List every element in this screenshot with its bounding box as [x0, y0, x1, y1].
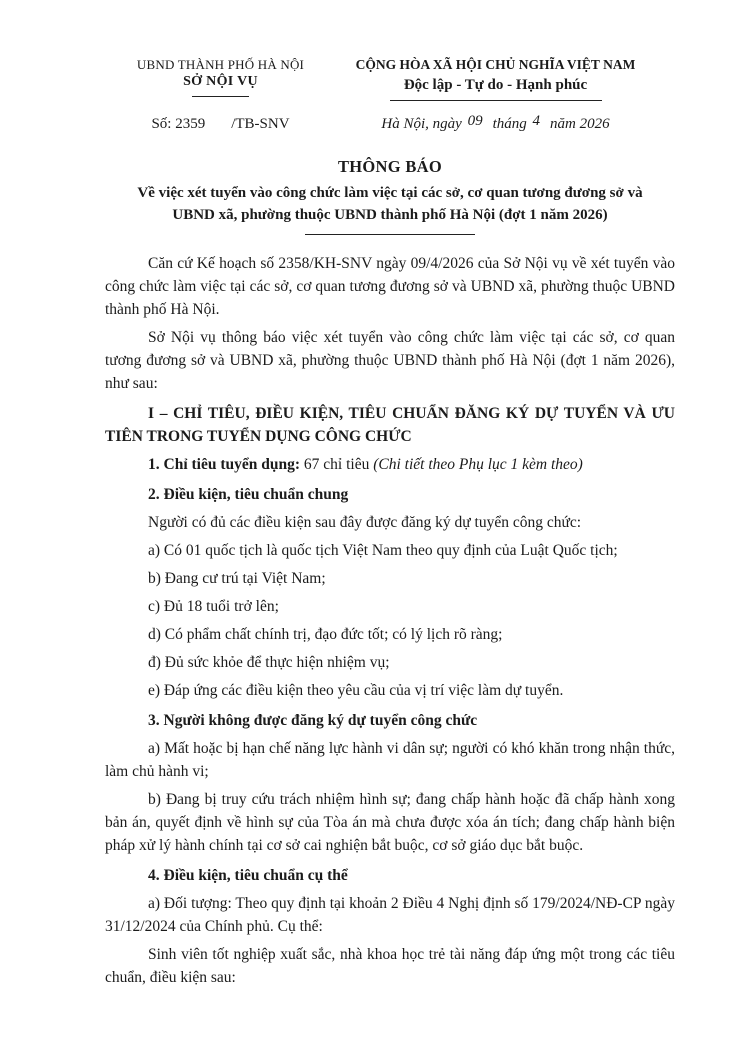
document-number: [105, 116, 336, 133]
para-thong-bao: [105, 326, 675, 395]
text-run: e) Đáp ứng các điều kiện theo yêu cầu của vị trí việc làm dự tuyển.: [148, 682, 564, 699]
item-dd: [105, 651, 675, 674]
text-run: b) Đang cư trú tại Việt Nam;: [148, 570, 326, 587]
document-subtitle-line2: UBND xã, phường thuộc UBND thành phố Hà Nội (đợt 1 năm 2026): [172, 207, 608, 223]
item-c: [105, 595, 675, 618]
document-subtitle-line1: Về việc xét tuyển vào công chức làm việc tại các sở, cơ quan tương đương sở và: [137, 185, 643, 201]
text-run: đ) Đủ sức khỏe để thực hiện nhiệm vụ;: [148, 654, 390, 671]
item-b: [105, 567, 675, 590]
date-place: Hà Nội, ngày: [381, 116, 462, 132]
text-run: I – CHỈ TIÊU, ĐIỀU KIỆN, TIÊU CHUẨN ĐĂNG KÝ DỰ TUYỂN VÀ ƯU TIÊN TRONG TUYỂN DỤNG CÔNG CHỨC: [105, 405, 675, 445]
text-run: Căn cứ Kế hoạch số 2358/KH-SNV ngày 09/4/2026 của Sở Nội vụ về xét tuyển vào công chức làm việc tại các sở, cơ quan tương đương sở và UBND xã, phường thuộc UBND thành phố Hà Nội.: [105, 255, 675, 318]
text-run: a) Có 01 quốc tịch là quốc tịch Việt Nam theo quy định của Luật Quốc tịch;: [148, 542, 618, 559]
heading-khong-duoc-dang-ky: [105, 709, 675, 732]
text-run: c) Đủ 18 tuổi trở lên;: [148, 598, 279, 615]
item-chi-tieu-tuyen-dung: [105, 453, 675, 476]
title-underline: [305, 234, 475, 235]
text-run: Sinh viên tốt nghiệp xuất sắc, nhà khoa học trẻ tài năng đáp ứng một trong các tiêu chuẩn, điều kiện sau:: [105, 946, 675, 986]
document-header: [0, 56, 740, 101]
heading-dieu-kien-chung: [105, 483, 675, 506]
text-run: 1. Chỉ tiêu tuyển dụng:: [148, 456, 304, 473]
date-year-label: năm: [550, 116, 576, 132]
document-title-block: [0, 157, 740, 235]
item-e: [105, 679, 675, 702]
document-subheader: [0, 113, 740, 133]
document-number-value: Số: 2359: [151, 116, 206, 132]
date-year: 2026: [579, 116, 610, 132]
text-run: d) Có phẩm chất chính trị, đạo đức tốt; có lý lịch rõ ràng;: [148, 626, 503, 643]
para-3b: [105, 788, 675, 857]
issuing-org-block: [105, 56, 336, 101]
para-dieu-kien-intro: [105, 511, 675, 534]
national-title: CỘNG HÒA XÃ HỘI CHỦ NGHĨA VIỆT NAM: [355, 57, 636, 72]
org-name: SỞ NỘI VỤ: [183, 74, 258, 89]
text-run: 3. Người không được đăng ký dự tuyển công chức: [148, 712, 478, 729]
item-d: [105, 623, 675, 646]
para-doi-tuong: [105, 892, 675, 938]
text-run: 2. Điều kiện, tiêu chuẩn chung: [148, 486, 349, 503]
text-run: Sở Nội vụ thông báo việc xét tuyển vào công chức làm việc tại các sở, cơ quan tương đương sở và UBND xã, phường thuộc UBND thành phố Hà Nội (đợt 1 năm 2026), như sau:: [105, 329, 675, 392]
text-run: a) Đối tượng: Theo quy định tại khoản 2 Điều 4 Nghị định số 179/2024/NĐ-CP ngày 31/12/2024 của Chính phủ. Cụ thể:: [105, 895, 675, 935]
item-a: [105, 539, 675, 562]
text-run: (Chi tiết theo Phụ lục 1 kèm theo): [373, 456, 583, 473]
date-day: 09: [467, 113, 483, 129]
para-sinh-vien: [105, 943, 675, 989]
document-subtitle: [105, 182, 675, 226]
document-body: [0, 252, 740, 989]
text-run: b) Đang bị truy cứu trách nhiệm hình sự; đang chấp hành hoặc đã chấp hành xong bản án, quyết định về hình sự của Tòa án mà chưa được xóa án tích; đang chấp hành biện pháp xử lý hành chính tại cơ sở cai nghiện bắt buộc, cơ sở giáo dục bắt buộc.: [105, 791, 675, 854]
date-month: 4: [532, 113, 540, 129]
text-run: 4. Điều kiện, tiêu chuẩn cụ thể: [148, 867, 348, 884]
org-parent-name: UBND THÀNH PHỐ HÀ NỘI: [136, 57, 305, 72]
document-number-suffix: /TB-SNV: [231, 116, 290, 132]
national-motto: Độc lập - Tự do - Hạnh phúc: [403, 77, 588, 93]
national-motto-block: [336, 56, 655, 101]
document-title: THÔNG BÁO: [337, 157, 442, 176]
para-3a: [105, 737, 675, 783]
text-run: a) Mất hoặc bị hạn chế năng lực hành vi dân sự; người có khó khăn trong nhận thức, làm chủ hành vi;: [105, 740, 675, 780]
date-month-label: tháng: [492, 116, 527, 132]
text-run: 67 chỉ tiêu: [303, 456, 374, 473]
para-can-cu: [105, 252, 675, 321]
heading-section-1: [105, 402, 675, 448]
document-date-line: [336, 113, 655, 133]
heading-dieu-kien-cu-the: [105, 864, 675, 887]
motto-underline: [390, 100, 602, 101]
text-run: Người có đủ các điều kiện sau đây được đăng ký dự tuyển công chức:: [148, 514, 582, 531]
org-underline: [192, 96, 249, 97]
